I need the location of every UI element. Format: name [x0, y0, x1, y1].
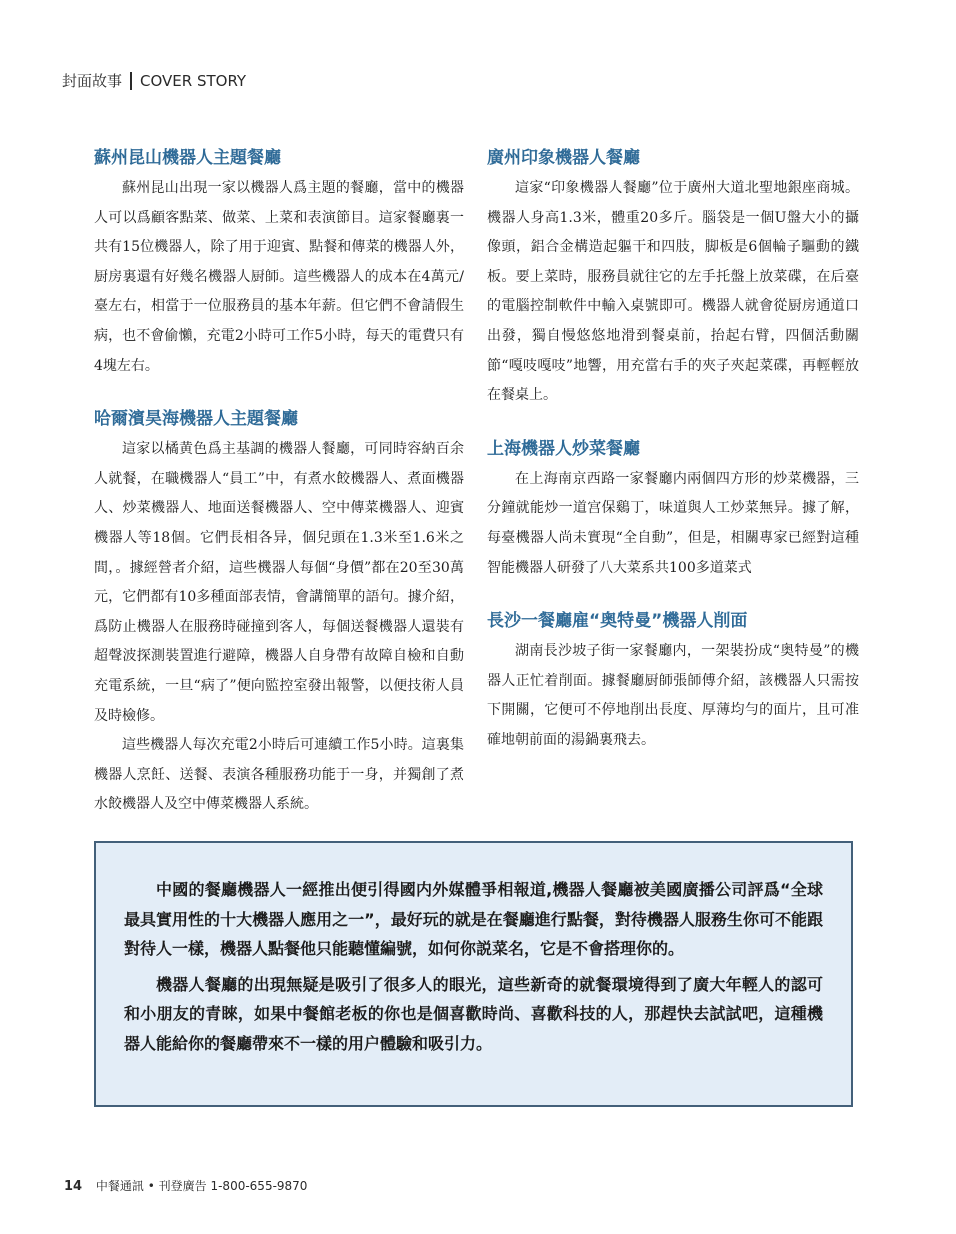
- section-label-en: COVER STORY: [140, 71, 247, 90]
- header-divider: [130, 72, 132, 90]
- section-paragraph: 這些機器人每次充電2小時后可連續工作5小時。這裏集機器人烹飪、送餐、表演各種服務功能于一身，并獨創了煮水餃機器人及空中傳菜機器人系統。: [94, 737, 464, 813]
- section-paragraph: 在上海南京西路一家餐廳内兩個四方形的炒菜機器，三分鐘就能炒一道宫保鷄丁，味道與人工炒菜無异。據了解，每臺機器人尚未實現“全自動”，但是，相關專家已經對這種智能機器人研發了八大菜系共100多道菜式: [487, 470, 859, 576]
- article-section: [487, 146, 859, 411]
- callout-box: [94, 841, 853, 1107]
- left-column: [94, 146, 464, 846]
- page-number: 14: [64, 1179, 83, 1194]
- article-section: [94, 407, 464, 820]
- section-title: 蘇州昆山機器人主題餐廳: [94, 148, 281, 168]
- section-paragraph: 這家“印象機器人餐廳”位于廣州大道北聖地銀座商城。機器人身高1.3米，體重20多斤。腦袋是一個U盤大小的攝像頭，鋁合金構造起軀干和四肢，脚板是6個輪子驅動的鐵板。要上菜時，服務員就往它的左手托盤上放菜碟，在后臺的電腦控制軟件中輸入桌號即可。機器人就會從厨房通道口出發，獨自慢悠悠地滑到餐桌前，抬起右臂，四個活動關節“嘎吱嘎吱”地響，用充當右手的夾子夾起菜碟，再輕輕放在餐桌上。: [487, 180, 859, 404]
- section-paragraph: 蘇州昆山出現一家以機器人爲主題的餐廳，當中的機器人可以爲顧客點菜、做菜、上菜和表演節目。這家餐廳裏一共有15位機器人，除了用于迎賓、點餐和傳菜的機器人外，厨房裏還有好幾名機器人厨師。這些機器人的成本在4萬元/臺左右，相當于一位服務員的基本年薪。但它們不會請假生病，也不會偷懶，充電2小時可工作5小時，每天的電費只有4塊左右。: [94, 180, 464, 374]
- page-header: [62, 70, 246, 91]
- advertising-phone: 1-800-655-9870: [210, 1179, 308, 1193]
- section-paragraph: 湖南長沙坡子街一家餐廳内，一架裝扮成“奥特曼”的機器人正忙着削面。據餐廳厨師張師傅介紹，該機器人只需按下開關，它便可不停地削出長度、厚薄均勻的面片，且可准確地朝前面的湯鍋裏飛去。: [487, 643, 859, 748]
- article-section: [487, 609, 859, 755]
- callout-paragraph: 中國的餐廳機器人一經推出便引得國内外媒體爭相報道,機器人餐廳被美國廣播公司評爲“全球最具實用性的十大機器人應用之一”，最好玩的就是在餐廳進行點餐，對待機器人服務生你可不能跟對待人一樣，機器人點餐他只能聽懂編號，如何你説菜名，它是不會搭理你的。: [124, 880, 823, 958]
- page-footer: [64, 1177, 307, 1194]
- section-title: 上海機器人炒菜餐廳: [487, 438, 640, 459]
- article-section: [94, 146, 464, 381]
- right-column: [487, 146, 859, 782]
- article-section: [487, 437, 859, 583]
- section-title: 長沙一餐廳雇“奥特曼”機器人削面: [487, 611, 748, 632]
- callout-paragraph: 機器人餐廳的出現無疑是吸引了很多人的眼光，這些新奇的就餐環境得到了廣大年輕人的認可和小朋友的青睞，如果中餐館老板的你也是個喜歡時尚、喜歡科技的人，那趕快去試試吧，這種機器人能給你的餐廳帶來不一樣的用户體驗和吸引力。: [124, 974, 823, 1053]
- section-label-zh: 封面故事: [62, 72, 123, 90]
- section-title: 哈爾濱昊海機器人主題餐廳: [94, 409, 298, 430]
- section-title: 廣州印象機器人餐廳: [487, 148, 640, 168]
- publication-name: 中餐通訊 • 刊登廣告: [95, 1179, 207, 1193]
- section-paragraph: 這家以橘黄色爲主基調的機器人餐廳，可同時容納百余人就餐，在職機器人“員工”中，有煮水餃機器人、煮面機器人、炒菜機器人、地面送餐機器人、空中傳菜機器人、迎賓機器人等18個。它們長相各异，個兒頭在1.3米至1.6米之間，。據經營者介紹，這些機器人每個“身價”都在20至30萬元，它們都有10多種面部表情，會講簡單的語句。據介紹，爲防止機器人在服務時碰撞到客人，每個送餐機器人還裝有超聲波探測裝置進行避障，機器人自身帶有故障自檢和自動充電系統，一旦“病了”便向監控室發出報警，以便技術人員及時檢修。: [94, 441, 464, 724]
